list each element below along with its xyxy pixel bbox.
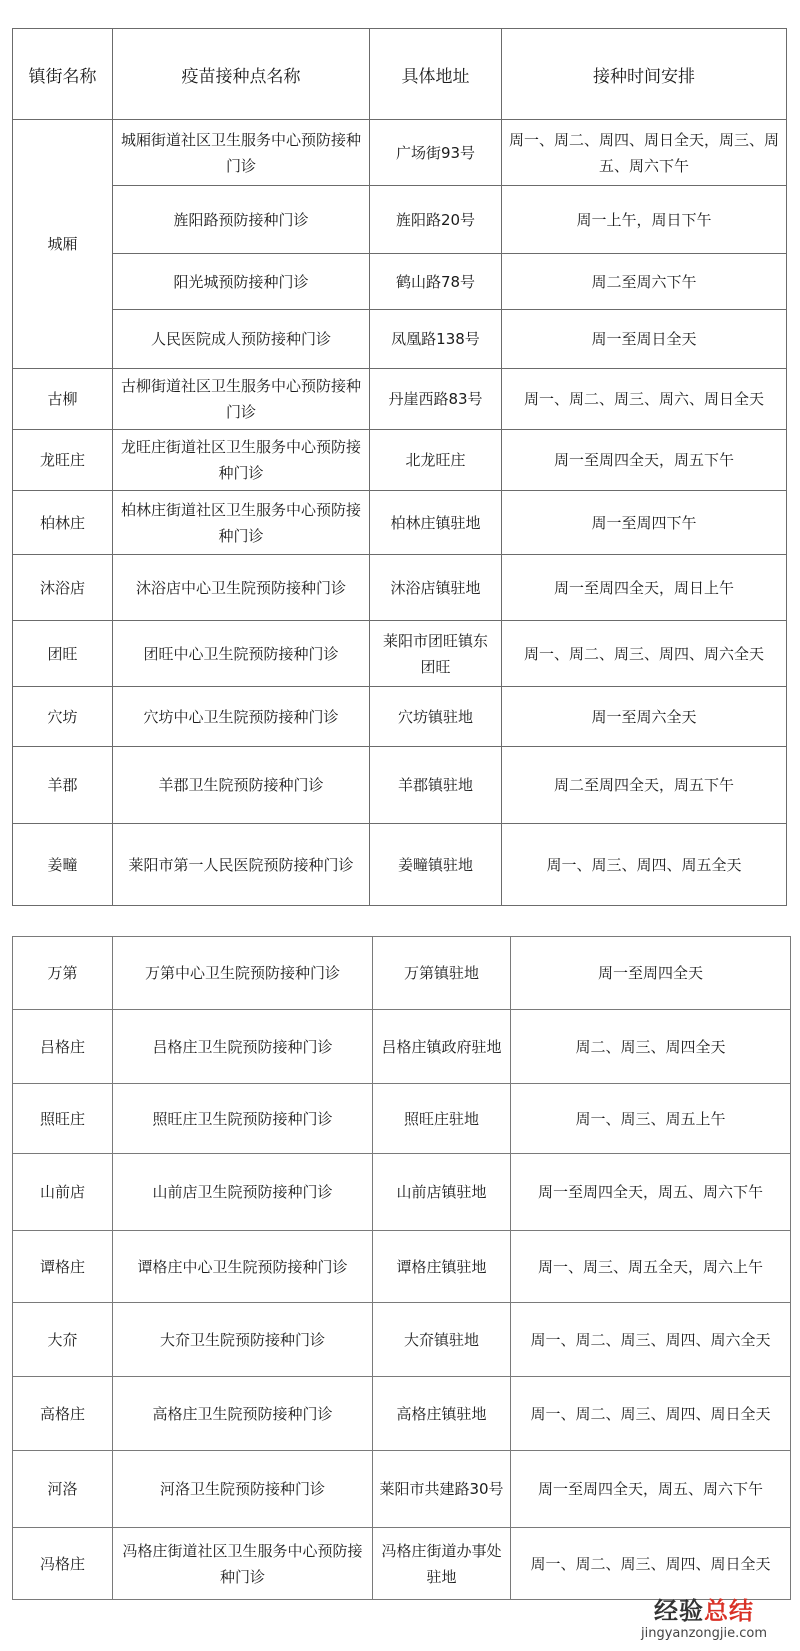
table-row	[13, 186, 787, 254]
town-cell: 龙旺庄	[13, 430, 113, 491]
address-cell: 旌阳路20号	[370, 186, 502, 254]
site-cell: 高格庄卫生院预防接种门诊	[113, 1377, 373, 1451]
town-cell: 照旺庄	[13, 1084, 113, 1154]
watermark-title-part2: 总结	[704, 1597, 754, 1625]
schedule-cell: 周一、周二、周四、周日全天，周三、周五、周六下午	[502, 120, 787, 186]
table-row	[13, 1010, 791, 1084]
schedule-cell: 周二至周四全天，周五下午	[502, 747, 787, 824]
table-row	[13, 687, 787, 747]
site-cell: 万第中心卫生院预防接种门诊	[113, 937, 373, 1010]
town-cell: 沐浴店	[13, 555, 113, 621]
address-cell: 凤凰路138号	[370, 310, 502, 369]
table-row	[13, 430, 787, 491]
table-row	[13, 491, 787, 555]
table-row	[13, 937, 791, 1010]
schedule-cell: 周一至周日全天	[502, 310, 787, 369]
site-cell: 河洛卫生院预防接种门诊	[113, 1451, 373, 1528]
address-cell: 北龙旺庄	[370, 430, 502, 491]
site-cell: 大夼卫生院预防接种门诊	[113, 1303, 373, 1377]
address-cell: 冯格庄街道办事处驻地	[373, 1528, 511, 1600]
schedule-cell: 周一、周二、周三、周四、周六全天	[511, 1303, 791, 1377]
town-cell: 团旺	[13, 621, 113, 687]
town-cell: 羊郡	[13, 747, 113, 824]
address-cell: 大夼镇驻地	[373, 1303, 511, 1377]
header-schedule: 接种时间安排	[502, 29, 787, 120]
address-cell: 姜疃镇驻地	[370, 824, 502, 906]
schedule-cell: 周一、周三、周五上午	[511, 1084, 791, 1154]
site-cell: 沐浴店中心卫生院预防接种门诊	[113, 555, 370, 621]
table-row	[13, 254, 787, 310]
site-cell: 龙旺庄街道社区卫生服务中心预防接种门诊	[113, 430, 370, 491]
site-cell: 城厢街道社区卫生服务中心预防接种门诊	[113, 120, 370, 186]
schedule-cell: 周一、周二、周三、周六、周日全天	[502, 369, 787, 430]
address-cell: 高格庄镇驻地	[373, 1377, 511, 1451]
address-cell: 万第镇驻地	[373, 937, 511, 1010]
address-cell: 莱阳市团旺镇东团旺	[370, 621, 502, 687]
table-row	[13, 555, 787, 621]
table-row	[13, 1303, 791, 1377]
site-cell: 旌阳路预防接种门诊	[113, 186, 370, 254]
town-cell: 城厢	[13, 120, 113, 369]
watermark-title	[614, 1596, 794, 1626]
address-cell: 谭格庄镇驻地	[373, 1231, 511, 1303]
town-cell: 谭格庄	[13, 1231, 113, 1303]
address-cell: 广场街93号	[370, 120, 502, 186]
table-row	[13, 824, 787, 906]
schedule-cell: 周一、周三、周五全天，周六上午	[511, 1231, 791, 1303]
town-cell: 万第	[13, 937, 113, 1010]
site-cell: 山前店卫生院预防接种门诊	[113, 1154, 373, 1231]
vaccination-table-part1	[12, 28, 787, 906]
site-cell: 阳光城预防接种门诊	[113, 254, 370, 310]
table-row	[13, 1528, 791, 1600]
table-row	[13, 1377, 791, 1451]
site-cell: 照旺庄卫生院预防接种门诊	[113, 1084, 373, 1154]
address-cell: 山前店镇驻地	[373, 1154, 511, 1231]
site-cell: 团旺中心卫生院预防接种门诊	[113, 621, 370, 687]
address-cell: 莱阳市共建路30号	[373, 1451, 511, 1528]
schedule-cell: 周一、周二、周三、周四、周日全天	[511, 1528, 791, 1600]
header-town: 镇街名称	[13, 29, 113, 120]
address-cell: 丹崖西路83号	[370, 369, 502, 430]
table-row	[13, 1451, 791, 1528]
table-row	[13, 1154, 791, 1231]
schedule-cell: 周一、周三、周四、周五全天	[502, 824, 787, 906]
schedule-cell: 周二、周三、周四全天	[511, 1010, 791, 1084]
schedule-cell: 周一至周四全天	[511, 937, 791, 1010]
site-cell: 人民医院成人预防接种门诊	[113, 310, 370, 369]
schedule-cell: 周一至周六全天	[502, 687, 787, 747]
header-address: 具体地址	[370, 29, 502, 120]
table-row	[13, 120, 787, 186]
address-cell: 沐浴店镇驻地	[370, 555, 502, 621]
table-row	[13, 747, 787, 824]
watermark-url: jingyanzongjie.com	[640, 1626, 767, 1641]
town-cell: 穴坊	[13, 687, 113, 747]
site-cell: 莱阳市第一人民医院预防接种门诊	[113, 824, 370, 906]
town-cell: 高格庄	[13, 1377, 113, 1451]
town-cell: 冯格庄	[13, 1528, 113, 1600]
schedule-cell: 周二至周六下午	[502, 254, 787, 310]
town-cell: 吕格庄	[13, 1010, 113, 1084]
table-row	[13, 1231, 791, 1303]
site-cell: 古柳街道社区卫生服务中心预防接种门诊	[113, 369, 370, 430]
schedule-cell: 周一至周四全天，周五、周六下午	[511, 1451, 791, 1528]
address-cell: 羊郡镇驻地	[370, 747, 502, 824]
schedule-cell: 周一、周二、周三、周四、周六全天	[502, 621, 787, 687]
address-cell: 柏林庄镇驻地	[370, 491, 502, 555]
town-cell: 河洛	[13, 1451, 113, 1528]
site-cell: 穴坊中心卫生院预防接种门诊	[113, 687, 370, 747]
header-site: 疫苗接种点名称	[113, 29, 370, 120]
town-cell: 姜疃	[13, 824, 113, 906]
table-row	[13, 1084, 791, 1154]
schedule-cell: 周一至周四全天，周五、周六下午	[511, 1154, 791, 1231]
address-cell: 鹤山路78号	[370, 254, 502, 310]
site-cell: 谭格庄中心卫生院预防接种门诊	[113, 1231, 373, 1303]
site-cell: 柏林庄街道社区卫生服务中心预防接种门诊	[113, 491, 370, 555]
table-row	[13, 369, 787, 430]
schedule-cell: 周一上午，周日下午	[502, 186, 787, 254]
table-row	[13, 621, 787, 687]
town-cell: 大夼	[13, 1303, 113, 1377]
site-cell: 羊郡卫生院预防接种门诊	[113, 747, 370, 824]
town-cell: 山前店	[13, 1154, 113, 1231]
schedule-cell: 周一、周二、周三、周四、周日全天	[511, 1377, 791, 1451]
table-row	[13, 310, 787, 369]
address-cell: 吕格庄镇政府驻地	[373, 1010, 511, 1084]
address-cell: 穴坊镇驻地	[370, 687, 502, 747]
site-cell: 吕格庄卫生院预防接种门诊	[113, 1010, 373, 1084]
town-cell: 古柳	[13, 369, 113, 430]
town-cell: 柏林庄	[13, 491, 113, 555]
watermark	[614, 1596, 794, 1642]
schedule-cell: 周一至周四下午	[502, 491, 787, 555]
table-header-row	[13, 29, 787, 120]
schedule-cell: 周一至周四全天，周五下午	[502, 430, 787, 491]
watermark-title-part1: 经验	[654, 1597, 704, 1625]
address-cell: 照旺庄驻地	[373, 1084, 511, 1154]
site-cell: 冯格庄街道社区卫生服务中心预防接种门诊	[113, 1528, 373, 1600]
schedule-cell: 周一至周四全天，周日上午	[502, 555, 787, 621]
vaccination-table-part2	[12, 936, 791, 1600]
